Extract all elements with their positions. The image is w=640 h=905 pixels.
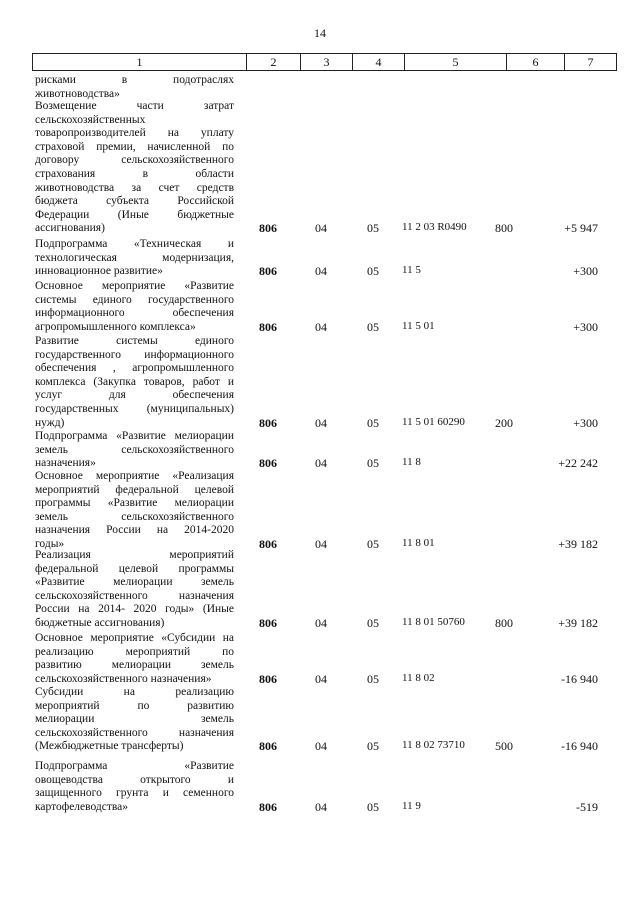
cell-c2: 806 [259, 616, 277, 630]
description-line: сельскохозяйственного назначения [35, 589, 234, 602]
description-line: земель сельскохозяйственного [35, 443, 234, 456]
row-description [35, 335, 234, 430]
cell-c2: 806 [259, 799, 277, 814]
description-line: защищенного грунта и семенного [35, 787, 234, 800]
row-description [35, 280, 234, 334]
description-line: Подпрограмма «Развитие мелиорации [35, 430, 234, 442]
cell-c6: 500 [495, 739, 513, 754]
description-line: Основное мероприятие «Реализация [35, 470, 234, 482]
cell-c4: 05 [367, 799, 379, 814]
cell-c4: 05 [367, 456, 379, 471]
description-line: агропромышленного комплекса» [35, 320, 196, 333]
cell-c7: +300 [573, 319, 598, 334]
description-line: Основное мероприятие «Субсидии на [35, 632, 234, 644]
page-number: 14 [314, 26, 326, 40]
cell-c7: +39 182 [558, 537, 598, 551]
cell-c5: 11 8 02 73710 [402, 739, 465, 752]
header-col-7: 7 [565, 54, 617, 71]
cell-c2: 806 [259, 415, 277, 430]
row-description [35, 632, 234, 686]
description-line: назначения России на 2014-2020 [35, 524, 234, 537]
description-line: животноводства» [35, 87, 120, 100]
description-line: мероприятий по развитию [35, 699, 234, 712]
description-line: Возмещение части затрат [35, 100, 234, 112]
cell-c2: 806 [259, 221, 277, 236]
cell-c3: 04 [315, 799, 327, 814]
description-line: сельскохозяйственных [35, 113, 146, 126]
row-description [35, 74, 234, 101]
cell-c3: 04 [315, 671, 327, 686]
cell-c3: 04 [315, 537, 327, 551]
row-description [35, 470, 234, 552]
description-line: государственных (муниципальных) [35, 402, 234, 415]
cell-c7: +5 947 [564, 221, 598, 236]
description-line: сельскохозяйственного назначения [35, 726, 234, 739]
header-col-4: 4 [353, 54, 405, 71]
description-line: Субсидии на реализацию [35, 686, 234, 698]
description-line: Подпрограмма «Техническая и [35, 238, 234, 250]
cell-c7: +300 [573, 264, 598, 279]
cell-c4: 05 [367, 537, 379, 551]
cell-c3: 04 [315, 319, 327, 334]
cell-c3: 04 [315, 456, 327, 471]
cell-c5: 11 8 02 [402, 671, 435, 684]
description-line: животноводства за счет средств [35, 181, 234, 194]
cell-c4: 05 [367, 671, 379, 686]
cell-c4: 05 [367, 616, 379, 630]
description-line: государственного информационного [35, 348, 234, 361]
description-line: федеральной целевой программы [35, 562, 234, 575]
cell-c6: 800 [495, 616, 513, 630]
cell-c4: 05 [367, 221, 379, 236]
description-line: развитию мелиорации земель [35, 659, 234, 672]
cell-c3: 04 [315, 739, 327, 754]
cell-c3: 04 [315, 616, 327, 630]
cell-c6: 800 [495, 221, 513, 236]
cell-c3: 04 [315, 221, 327, 236]
description-line: бюджета субъекта Российской [35, 195, 234, 208]
description-line: Подпрограмма «Развитие [35, 760, 234, 772]
description-line: системы единого государственного [35, 293, 234, 306]
cell-c7: +22 242 [558, 456, 598, 471]
description-line: овощеводства открытого и [35, 773, 234, 786]
cell-c2: 806 [259, 264, 277, 279]
description-line: технологическая модернизация, [35, 251, 234, 264]
description-line: Федерации (Иные бюджетные [35, 208, 234, 221]
row-description [35, 430, 234, 471]
description-line: Основное мероприятие «Развитие [35, 280, 234, 292]
cell-c5: 11 5 01 [402, 319, 435, 332]
cell-c6: 200 [495, 415, 513, 430]
description-line: назначения» [35, 457, 96, 470]
cell-c5: 11 8 01 50760 [402, 616, 465, 628]
description-line: мелиорации земель [35, 713, 234, 726]
description-line: комплекса (Закупка товаров, работ и [35, 375, 234, 388]
cell-c7: -16 940 [561, 739, 598, 754]
cell-c5: 11 8 [402, 456, 421, 469]
header-col-5: 5 [405, 54, 507, 71]
description-line: земель сельскохозяйственного [35, 510, 234, 523]
description-line: ассигнования) [35, 222, 105, 235]
cell-c5: 11 9 [402, 799, 421, 812]
cell-c2: 806 [259, 319, 277, 334]
cell-c5: 11 2 03 R0490 [402, 221, 467, 234]
description-line: нужд) [35, 416, 65, 429]
description-line: страховой премии, начисленной по [35, 140, 234, 153]
description-line: инновационное развитие» [35, 265, 163, 278]
description-line: товаропроизводителей на уплату [35, 127, 234, 140]
cell-c7: +39 182 [558, 616, 598, 630]
cell-c2: 806 [259, 456, 277, 471]
cell-c5: 11 5 [402, 264, 421, 277]
description-line: (Межбюджетные трансферты) [35, 740, 184, 753]
header-col-6: 6 [507, 54, 565, 71]
cell-c4: 05 [367, 415, 379, 430]
cell-c3: 04 [315, 415, 327, 430]
description-line: информационного обеспечения [35, 307, 234, 320]
description-line: сельскохозяйственного назначения» [35, 672, 212, 685]
description-line: реализацию мероприятий по [35, 645, 234, 658]
cell-c5: 11 5 01 60290 [402, 415, 465, 428]
description-line: бюджетные ассигнования) [35, 616, 165, 629]
description-line: Реализация мероприятий [35, 549, 234, 561]
description-line: картофелеводства» [35, 800, 129, 813]
row-description [35, 100, 234, 236]
description-line: Развитие системы единого [35, 335, 234, 347]
description-line: мероприятий федеральной целевой [35, 483, 234, 496]
row-description [35, 238, 234, 279]
row-description [35, 549, 234, 631]
description-line: услуг для обеспечения [35, 389, 234, 402]
header-col-3: 3 [301, 54, 353, 71]
row-description [35, 686, 234, 754]
cell-c4: 05 [367, 264, 379, 279]
description-line: программы «Развитие мелиорации [35, 497, 234, 510]
cell-c2: 806 [259, 739, 277, 754]
cell-c2: 806 [259, 537, 277, 551]
description-line: России на 2014- 2020 годы» (Иные [35, 603, 234, 616]
description-line: годы» [35, 537, 65, 550]
header-col-1: 1 [33, 54, 247, 71]
cell-c7: -519 [576, 799, 598, 814]
cell-c7: -16 940 [561, 671, 598, 686]
cell-c4: 05 [367, 739, 379, 754]
description-line: страхования в области [35, 167, 234, 180]
cell-c4: 05 [367, 319, 379, 334]
cell-c7: +300 [573, 415, 598, 430]
description-line: «Развитие мелиорации земель [35, 576, 234, 589]
cell-c3: 04 [315, 264, 327, 279]
cell-c2: 806 [259, 671, 277, 686]
description-line: договору сельскохозяйственного [35, 154, 234, 167]
description-line: рисками в подотраслях [35, 74, 234, 86]
row-description [35, 760, 234, 814]
header-col-2: 2 [247, 54, 301, 71]
cell-c5: 11 8 01 [402, 537, 435, 549]
description-line: обеспечения , агропромышленного [35, 362, 234, 375]
